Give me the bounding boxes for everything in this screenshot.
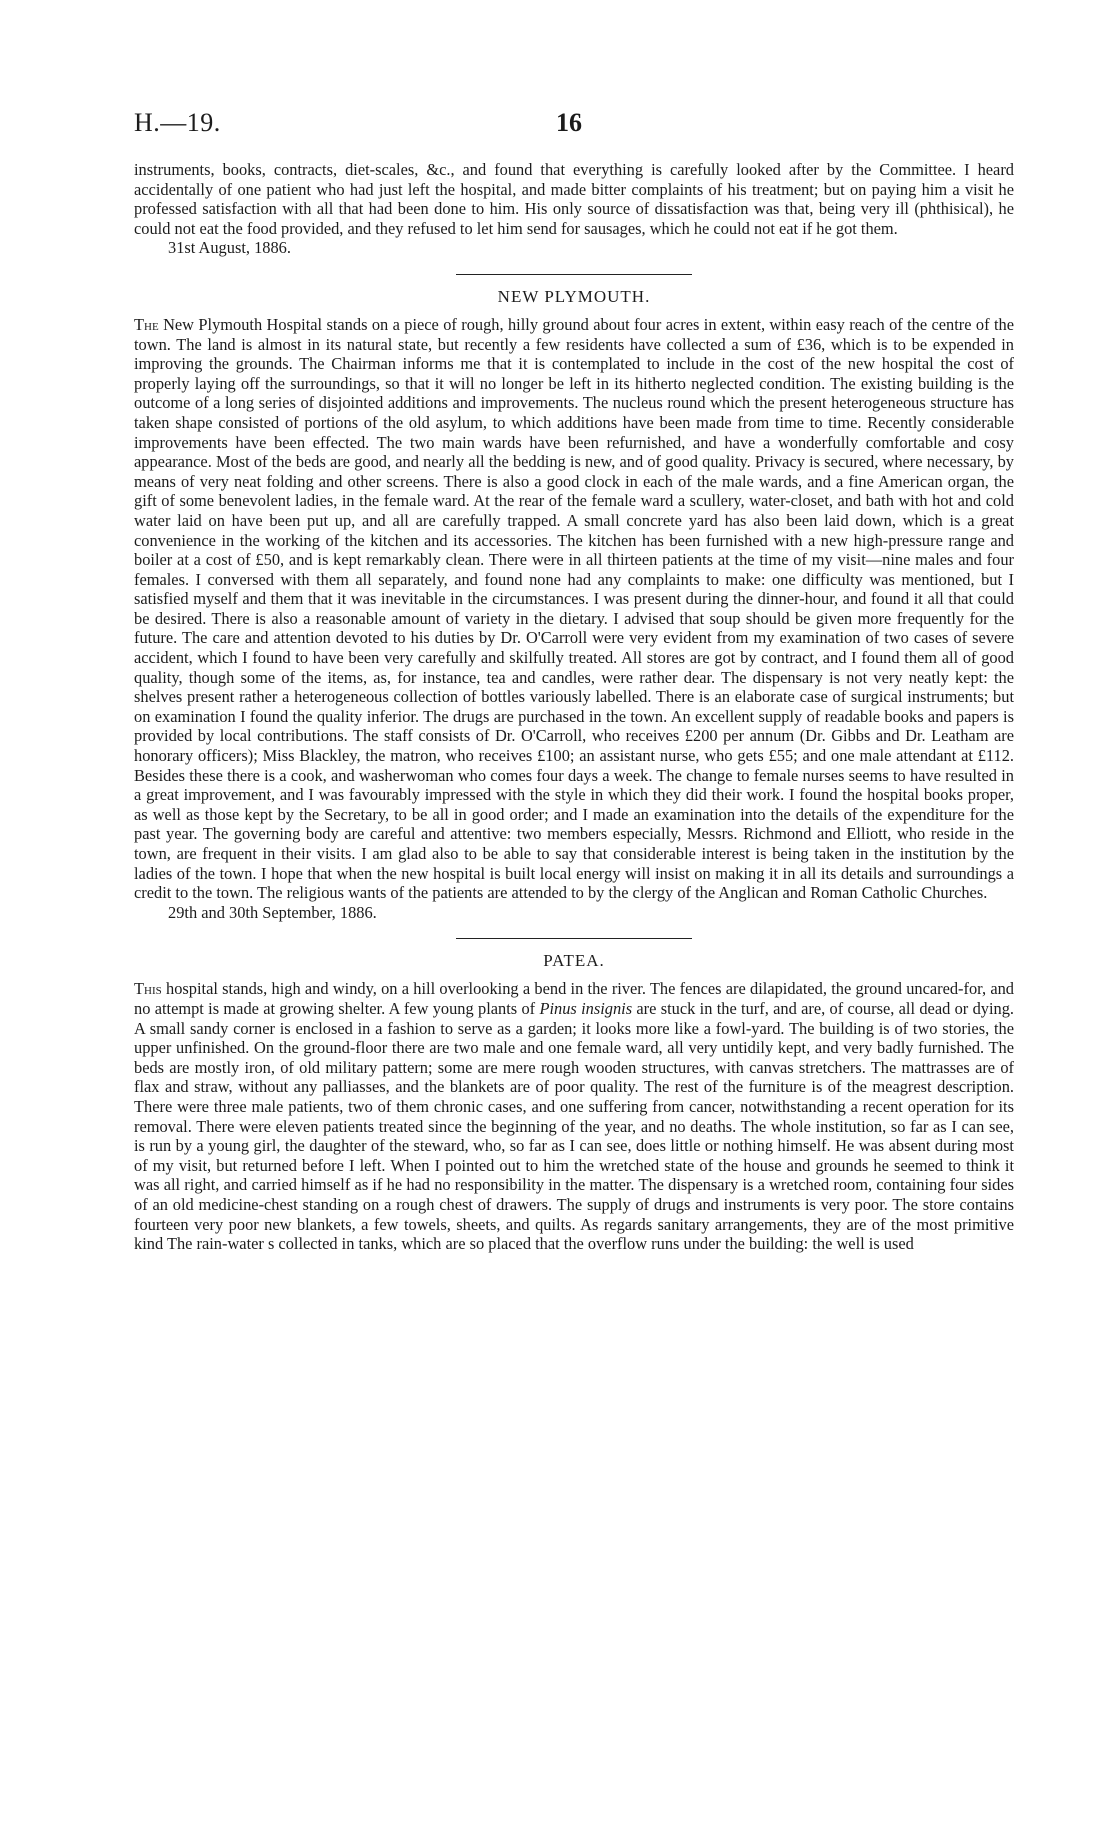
new-plymouth-text: New Plymouth Hospital stands on a piece of rough, hilly ground about four acres in extent, within easy reach of the centre of the town. The land is almost in its natural state, but recently a few residents have collected a sum of £36, which is to be expended in improving the grounds. The Chairman informs me that it is contemplated to include in the cost of the new hospital the cost of properly laying off the surroundings, so that it will no longer be left in its hitherto neglected condition. The existing building is the outcome of a long series of disjointed additions and improvements. The nucleus round which the present heterogeneous structure has taken shape consisted of portions of the old asylum, to which additions have been made from time to time. Recently considerable improvements have been effected. The two main wards have been refurnished, and have a wonderfully comfortable and cosy appearance. Most of the beds are good, and nearly all the bedding is new, and of good quality. Privacy is secured, where necessary, by means of very neat folding and other screens. There is also a good clock in each of the male wards, and a fine American organ, the gift of some benevolent ladies, in the female ward. At the rear of the female ward a scullery, water-closet, and bath with hot and cold water laid on have been put up, and all are carefully trapped. A small concrete yard has also been laid down, which is a great convenience in the working of the kitchen and its accessories. The kitchen has been furnished with a new high-pressure range and boiler at a cost of £50, and is kept remarkably clean. There were in all thirteen patients at the time of my visit—nine males and four females. I conversed with them all separately, and found none had any complaints to make: one difficulty was mentioned, but I satisfied myself and them that it was inevitable in the circumstances. I was present during the dinner-hour, and found it all that could be desired. There is also a reasonable amount of variety in the dietary. I advised that soup should be given more frequently for the future. The care and attention devoted to his duties by Dr. O'Carroll were very evident from my examination of two cases of severe accident, which I found to have been very carefully and skilfully treated. All stores are got by contract, and I found them all of good quality, though some of the items, as, for instance, tea and candles, were rather dear. The dispensary is not very neatly kept: the shelves present rather a heterogeneous collection of bottles variously labelled. There is an elaborate case of surgical instruments; but on examination I found the quality inferior. The drugs are purchased in the town. An excellent supply of readable books and papers is provided by local contributions. The staff consists of Dr. O'Carroll, who receives £200 per annum (Dr. Gibbs and Dr. Leatham are honorary officers); Miss Blackley, the matron, who receives £100; an assistant nurse, who gets £55; and one male attendant at £112. Besides these there is a cook, and washerwoman who comes four days a week. The change to female nurses seems to have resulted in a great improvement, and I was favourably impressed with the style in which they did their work. I found the hospital books proper, as well as those kept by the Secretary, to be all in good order; and I made an examination into the details of the expenditure for the past year. The governing body are careful and attentive: two members especially, Messrs. Richmond and Elliott, who reside in the town, are frequent in their visits. I am glad also to be able to say that considerable interest is being taken in the institution by the ladies of the town. I hope that when the new hospital is built local energy will insist on making it in all its details and surroundings a credit to the town. The religious wants of the patients are attended to by the clergy of the Anglican and Roman Catholic Churches.	[134, 314, 1014, 903]
patea-text-part-2: are stuck in the turf, and are, of course, all dead or dying. A small sandy corner is enclosed in a fashion to serve as a garden; it looks more like a fowl-yard. The building is of two stories, the upper unfinished. On the ground-floor there are two male and one female ward, all very untidily kept, and very badly furnished. The beds are mostly iron, of old military pattern; some are mere rough wooden structures, with canvas stretchers. The mattrasses are of flax and straw, without any palliasses, and the blankets are of poor quality. The rest of the furniture is of the meagrest description. There were three male patients, two of them chronic cases, and one suffering from cancer, notwithstanding a recent operation for its removal. There were eleven patients treated since the beginning of the year, and no deaths. The whole institution, so far as I can see, is run by a young girl, the daughter of the steward, who, so far as I can see, does little or nothing himself. He was absent during most of my visit, but returned before I left. When I pointed out to him the wretched state of the house and grounds he seemed to think it was all right, and carried himself as if he had no responsibility in the matter. The dispensary is a wretched room, containing four sides of an old medicine-chest standing on a rough chest of drawers. The supply of drugs and instruments is very poor. The store contains fourteen very poor new blankets, a few towels, sheets, and quilts. As regards sanitary arrangements, they are of the most primitive kind The rain-water s collected in tanks, which are so placed that the overflow runs under the building: the well is used	[134, 998, 1014, 1254]
section-divider	[456, 274, 692, 275]
patea-text-part-1: hospital stands, high and windy, on a hill overlooking a bend in the river. The fences are dilapidated, the ground uncared-for, and no attempt is made at growing shelter. A few young plants of	[134, 979, 1014, 1018]
document-reference: H.—19.	[134, 108, 221, 137]
page-number: 16	[556, 108, 582, 137]
text-column	[134, 160, 1014, 1254]
section-title-new-plymouth: NEW PLYMOUTH.	[497, 286, 651, 306]
intro-paragraph: instruments, books, contracts, diet-scales, &c., and found that everything is carefully looked after by the Committee. I heard accidentally of one patient who had just left the hospital, and made bitter complaints of his treatment; but on paying him a visit he professed satisfaction with all that had been done to him. His only source of dissatisfaction was that, being very ill (phthisical), he could not eat the food provided, and they refused to let him send for sausages, which he could not eat if he got them.	[134, 160, 1014, 238]
new-plymouth-lead-word: The	[134, 314, 159, 334]
new-plymouth-date: 29th and 30th September, 1886.	[168, 902, 377, 922]
patea-lead-word: This	[134, 979, 162, 999]
patea-paragraph	[134, 979, 1014, 1253]
section-divider	[456, 938, 692, 939]
intro-date: 31st August, 1886.	[168, 238, 291, 258]
new-plymouth-paragraph	[134, 315, 1014, 903]
patea-italic-term: Pinus insignis	[539, 998, 633, 1018]
section-title-patea: PATEA.	[543, 951, 605, 971]
